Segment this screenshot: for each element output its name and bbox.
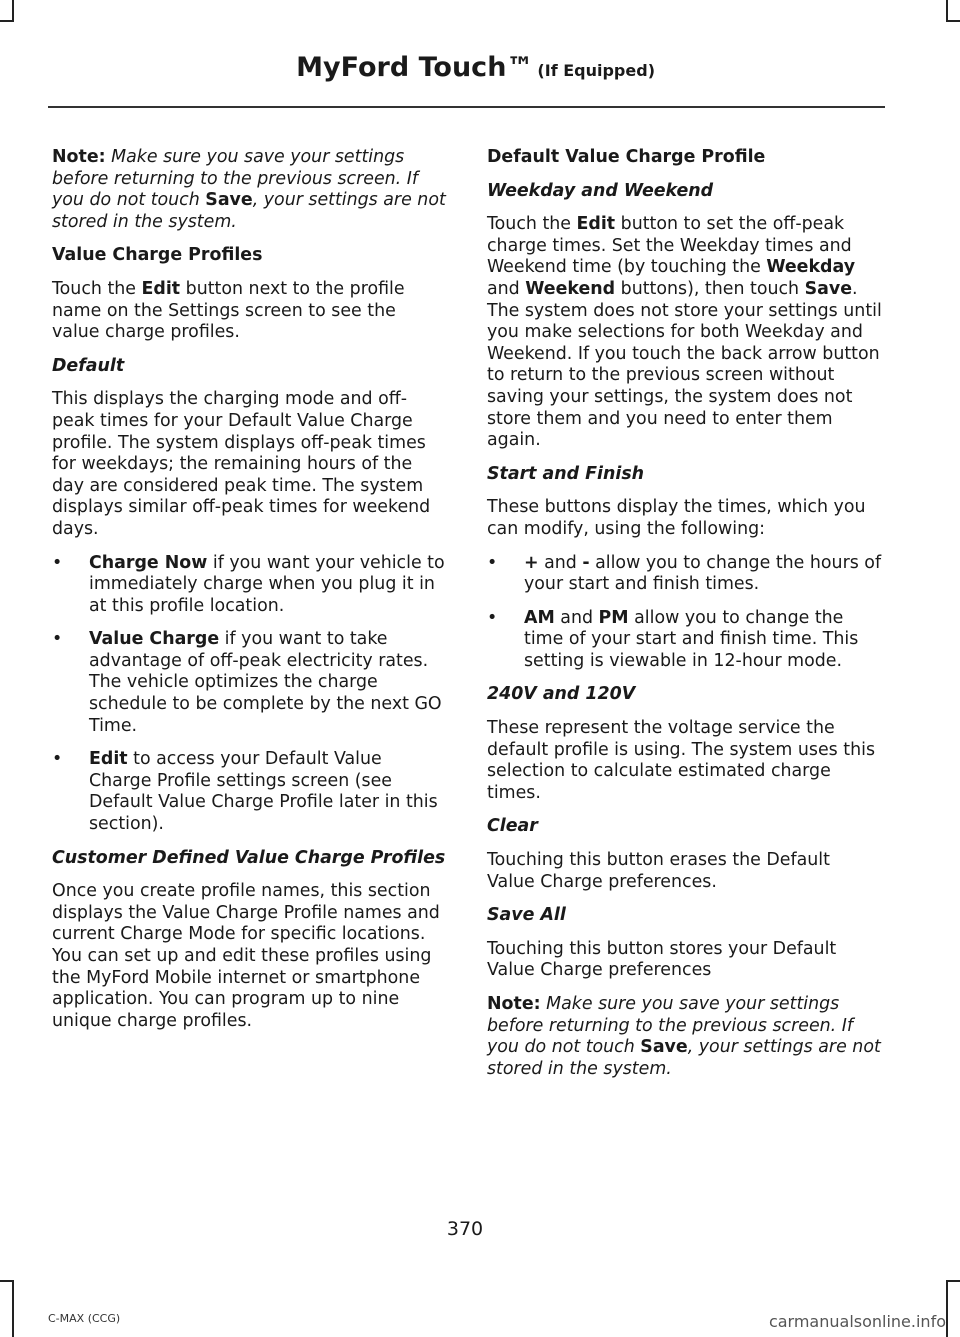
text: button next to the profile name on the Settings screen to see the value charge profiles.	[52, 278, 405, 343]
text: buttons), then touch	[615, 278, 805, 299]
crop-mark-bottom-left-h	[0, 1280, 14, 1282]
bullet-text	[524, 553, 882, 596]
paragraph-voltage: These represent the voltage service the default profile is using. The system uses this selection to calculate estimated charge times.	[487, 718, 876, 803]
heading-start-finish: Start and Finish	[487, 463, 645, 484]
bullet-text	[524, 608, 882, 673]
note-paragraph	[52, 147, 447, 233]
note-text: Make sure you save your settings before returning to the previous screen. If you do not touch	[487, 994, 853, 1058]
am-term: AM	[524, 607, 555, 628]
bullet-text	[89, 629, 447, 737]
paragraph-customer-defined: Once you create profile names, this section displays the Value Charge Profile names and current Charge Mode for specific locations. You can set up and edit these profiles using the MyFord Mobile internet or smartphone application. You can program up to nine unique charge profiles.	[52, 881, 440, 1031]
heading-default: Default	[52, 355, 125, 376]
bullet-item-charge-now	[52, 553, 447, 618]
bullet-marker: •	[487, 607, 498, 628]
plus-term: +	[524, 552, 539, 573]
heading-save-all: Save All	[487, 905, 566, 926]
paragraph-default: This displays the charging mode and off-peak times for your Default Value Charge profile. The system displays off-peak times for weekdays; the remaining hours of the day are considered peak time. The system displays similar off-peak times for weekend days.	[52, 389, 431, 539]
note-text: Make sure you save your settings before returning to the previous screen. If you do not touch	[52, 147, 418, 211]
bullet-desc: allow you to change the time of your start and finish time. This setting is viewable in 12-hour mode.	[524, 607, 859, 671]
crop-mark-top-right-v	[946, 0, 948, 22]
heading-value-charge-profiles: Value Charge Profiles	[52, 245, 263, 266]
paragraph-weekday-weekend	[487, 214, 882, 452]
text: Touch the	[487, 214, 577, 235]
crop-mark-bottom-left-v	[12, 1280, 14, 1337]
bullet-term: Value Charge	[89, 629, 220, 650]
bullet-item-edit	[52, 749, 447, 835]
heading-weekday-weekend: Weekday and Weekend	[487, 180, 714, 201]
footer-watermark: carmanualsonline.info	[768, 1312, 946, 1331]
bullet-marker: •	[52, 749, 63, 770]
paragraph-start-finish: These buttons display the times, which you can modify, using the following:	[487, 497, 866, 539]
heading-customer-defined: Customer Defined Value Charge Profiles	[52, 847, 446, 868]
save-term: Save	[804, 278, 853, 299]
bullet-item-am-pm	[487, 608, 882, 673]
text: and	[554, 607, 599, 628]
pm-term: PM	[598, 607, 629, 628]
heading-clear: Clear	[487, 816, 538, 837]
note-paragraph	[487, 994, 882, 1080]
edit-term: Edit	[141, 278, 181, 299]
crop-mark-top-left-h	[0, 20, 14, 22]
text: and	[538, 552, 583, 573]
header-title-text: MyFord Touch™	[296, 52, 534, 83]
header-subtitle: (If Equipped)	[537, 61, 655, 80]
weekend-term: Weekend	[525, 278, 616, 299]
note-label: Note:	[487, 994, 541, 1014]
footer-model-code: C-MAX (CCG)	[48, 1312, 121, 1325]
bullet-term: Charge Now	[89, 552, 208, 573]
heading-voltage: 240V and 120V	[487, 684, 636, 705]
note-text-end: , your settings are not stored in the system.	[487, 1037, 881, 1079]
bullet-term: Edit	[89, 749, 128, 770]
bullet-marker: •	[52, 552, 63, 573]
note-save-term: Save	[205, 190, 253, 211]
edit-term: Edit	[576, 214, 616, 235]
crop-mark-bottom-right-h	[946, 1280, 960, 1282]
text: and	[487, 278, 526, 299]
bullet-item-plus-minus	[487, 553, 882, 596]
header-divider	[48, 106, 885, 108]
bullet-text	[89, 749, 447, 835]
note-save-term: Save	[640, 1037, 688, 1058]
text: . The system does not store your settings until you make selections for both Weekday and Weekend. If you touch the back arrow button to return to the previous screen without saving your settings, the system does not store them and you need to enter them again.	[487, 278, 882, 451]
right-column	[487, 147, 882, 1092]
bullet-desc: if you want to take advantage of off-peak electricity rates. The vehicle optimizes the charge schedule to be complete by the next GO Time.	[89, 629, 442, 736]
note-text-end: , your settings are not stored in the system.	[52, 190, 446, 232]
heading-default-value-charge-profile: Default Value Charge Profile	[487, 147, 766, 167]
note-label: Note:	[52, 147, 106, 167]
page-number: 370	[446, 1218, 484, 1240]
weekday-term: Weekday	[766, 257, 856, 278]
text: button to set the off-peak charge times. Set the Weekday times and Weekend time (by touching the	[487, 214, 852, 278]
crop-mark-top-left-v	[12, 0, 14, 22]
crop-mark-top-right-h	[946, 20, 960, 22]
paragraph-clear: Touching this button erases the Default Value Charge preferences.	[487, 850, 830, 892]
left-column	[52, 147, 447, 1044]
bullet-item-value-charge	[52, 629, 447, 737]
crop-mark-bottom-right-v	[946, 1280, 948, 1337]
bullet-desc: if you want your vehicle to immediately charge when you plug it in at this profile location.	[89, 552, 445, 616]
minus-term: -	[582, 552, 590, 573]
paragraph-touch-edit	[52, 279, 447, 344]
page-header-title	[296, 52, 655, 83]
paragraph-save-all: Touching this button stores your Default Value Charge preferences	[487, 938, 837, 981]
bullet-desc: allow you to change the hours of your start and finish times.	[524, 552, 882, 595]
bullet-text	[89, 553, 447, 618]
text: Touch the	[52, 278, 142, 299]
bullet-marker: •	[487, 552, 498, 573]
bullet-desc: to access your Default Value Charge Profile settings screen (see Default Value Charge Profile later in this section).	[89, 749, 438, 835]
bullet-marker: •	[52, 629, 63, 650]
